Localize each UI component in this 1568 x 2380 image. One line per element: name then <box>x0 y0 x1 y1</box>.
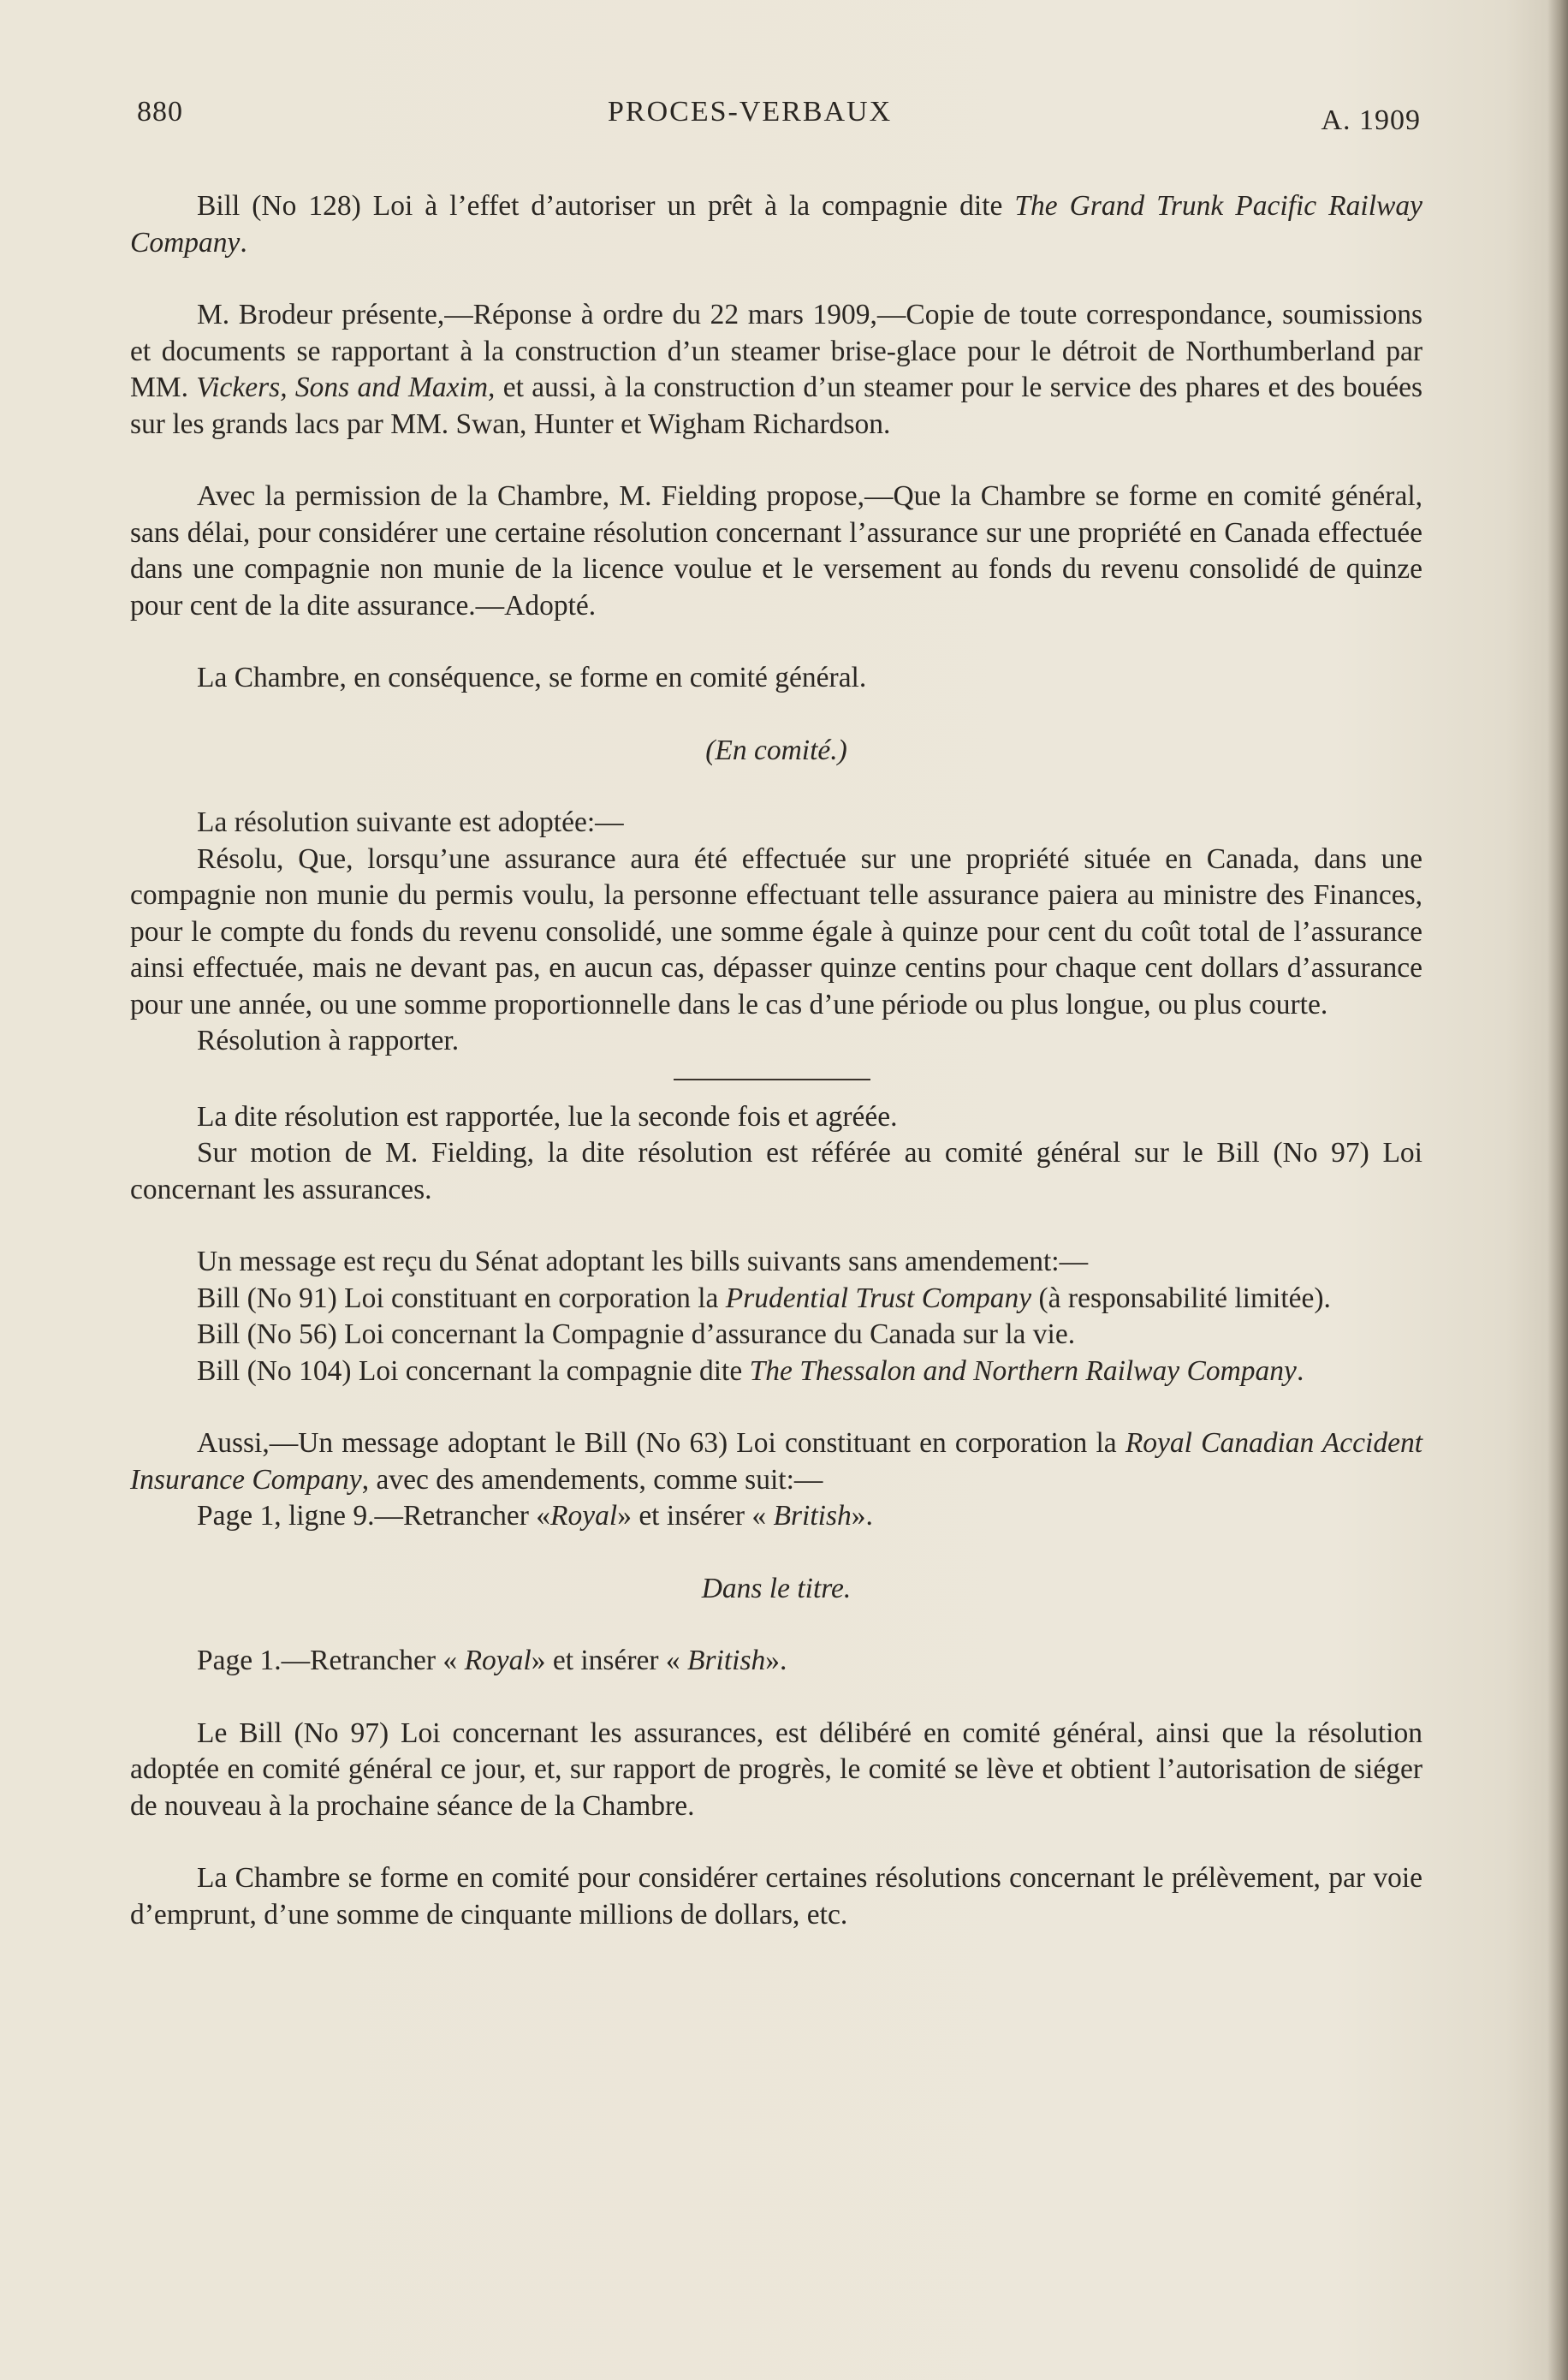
paragraph-brodeur: M. Brodeur présente,—Réponse à ordre du 22 mars 1909,—Copie de toute correspondance, soumissions et documents se rapportant à la construction d’un steamer brise-glace pour le détroit de Northumberland par MM. Vickers, Sons and Maxim, et aussi, à la construction d’un steamer pour le service des phares et des bouées sur les grands lacs par MM. Swan, Hunter et Wigham Richardson. <box>130 299 1423 440</box>
page-binding-shadow <box>1547 0 1568 2380</box>
resolution-reported: La dite résolution est rapportée, lue la seconde fois et agréée. <box>197 1100 898 1133</box>
resolution-report: Résolution à rapporter. <box>197 1025 460 1056</box>
page-number: 880 <box>137 96 183 128</box>
paragraph-bill-97: Le Bill (No 97) Loi concernant les assurances, est délibéré en comité général, ainsi que la résolution adoptée en comité général ce jour, et, sur rapport de progrès, le comité se lève et obtient l’autorisation de siéger de nouveau à la prochaine séance de la Chambre. <box>130 1717 1422 1822</box>
resolution-text: Résolu, Que, lorsqu’une assurance aura été effectuée sur une propriété située en Canada, dans une compagnie non munie du permis voulu, la personne effectuant telle assurance paiera au ministre des Finances, pour le compte du fonds du revenu consolidé, une somme égale à quinze pour cent du coût total de l’assurance ainsi effectuée, mais ne devant pas, en aucun cas, dépasser quinze centins pour chaque cent dollars d’assurance pour une année, ou une somme proportionnelle dans le cas d’une période ou plus longue, ou plus courte. <box>130 842 1422 1020</box>
page-body <box>130 188 1422 1933</box>
bill-56: Bill (No 56) Loi concernant la Compagnie d’assurance du Canada sur la vie. <box>197 1318 1076 1350</box>
paragraph-loan-resolutions: La Chambre se forme en comité pour considérer certaines résolutions concernant le prélèvement, par voie d’emprunt, d’une somme de cinquante millions de dollars, etc. <box>130 1862 1422 1931</box>
resolution-referred: Sur motion de M. Fielding, la dite résolution est référée au comité général sur le Bill (No 97) Loi concernant les assurances. <box>130 1137 1422 1205</box>
session-year: A. 1909 <box>1321 104 1421 136</box>
running-title: PROCES-VERBAUX <box>608 96 893 128</box>
amendment-line-1: Page 1, ligne 9.—Retrancher «Royal» et insérer « British». <box>197 1500 873 1532</box>
paragraph-bill-128: Bill (No 128) Loi à l’effet d’autoriser un prêt à la compagnie dite The Grand Trunk Pacific Railway Company. <box>130 190 1422 259</box>
page-header <box>137 96 1421 147</box>
in-title-heading: Dans le titre. <box>701 1572 852 1604</box>
bill-104: Bill (No 104) Loi concernant la compagnie dite The Thessalon and Northern Railway Company. <box>197 1354 1304 1387</box>
senate-message-intro: Un message est reçu du Sénat adoptant les bills suivants sans amendement:— <box>197 1246 1089 1277</box>
resolution-intro: La résolution suivante est adoptée:— <box>197 806 624 838</box>
in-committee-heading: (En comité.) <box>705 734 847 766</box>
amendment-message: Aussi,—Un message adoptant le Bill (No 63) Loi constituant en corporation la Royal Canadian Accident Insurance Company, avec des amendements, comme suit:— <box>130 1427 1422 1496</box>
bill-91: Bill (No 91) Loi constituant en corporation la Prudential Trust Company (à responsabilité limitée). <box>197 1282 1331 1314</box>
section-divider <box>674 1079 870 1080</box>
amendment-line-2: Page 1.—Retrancher « Royal» et insérer « British». <box>197 1645 787 1676</box>
paragraph-fielding-motion: Avec la permission de la Chambre, M. Fielding propose,—Que la Chambre se forme en comité général, sans délai, pour considérer une certaine résolution concernant l’assurance sur une propriété en Canada effectuée dans une compagnie non munie de la licence voulue et le versement au fonds du revenu consolidé de quinze pour cent de la dite assurance.—Adopté. <box>130 480 1422 622</box>
paragraph-committee: La Chambre, en conséquence, se forme en comité général. <box>197 662 867 693</box>
